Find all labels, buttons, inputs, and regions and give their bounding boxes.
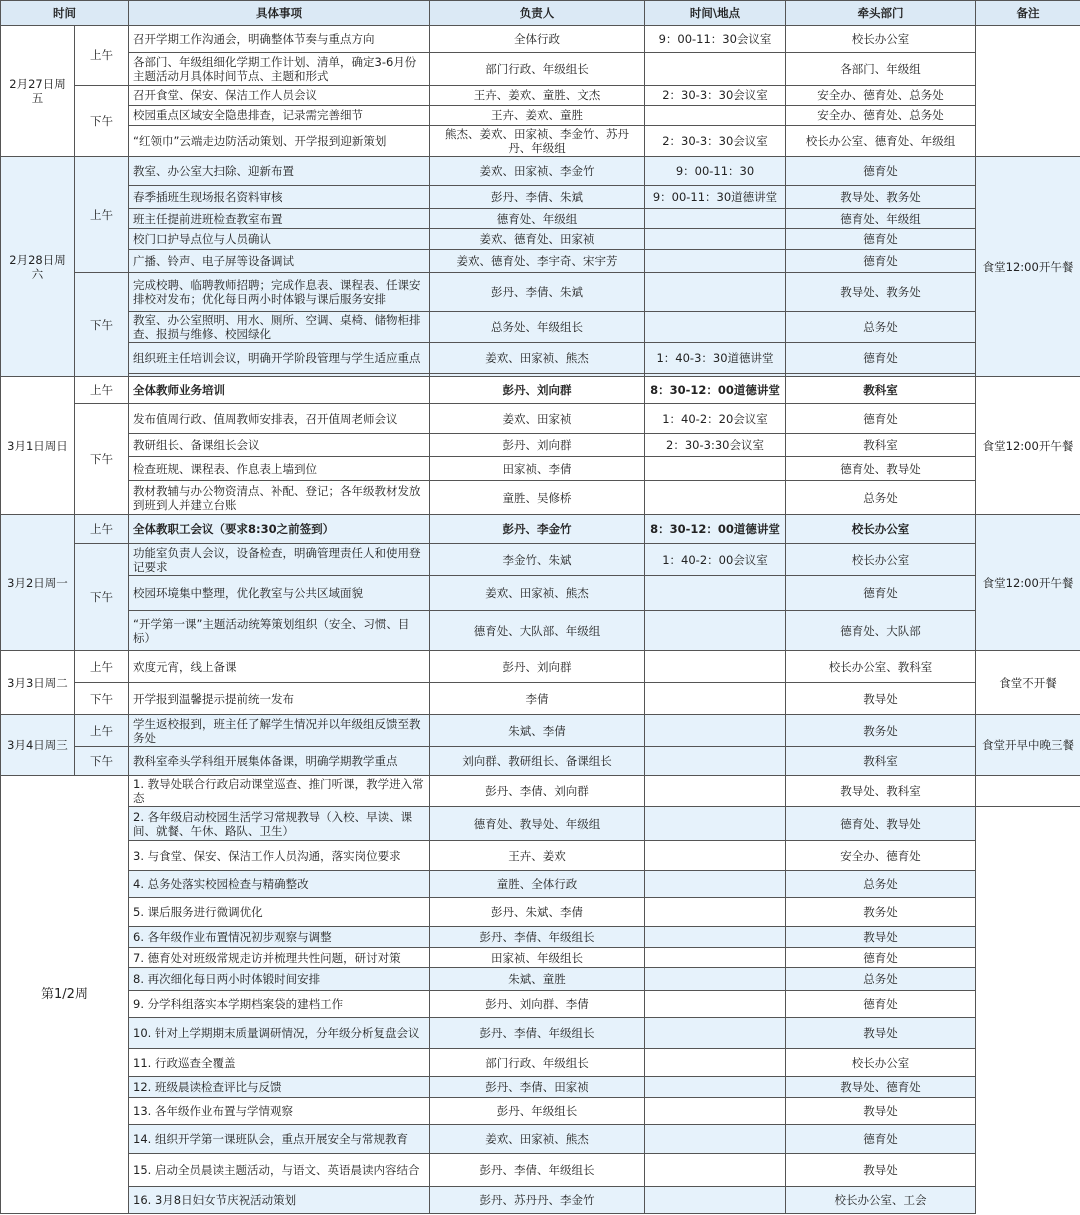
person-cell: 彭丹、李倩、田家祯 bbox=[430, 1077, 645, 1098]
table-row bbox=[1, 747, 1080, 776]
time-cell bbox=[645, 871, 786, 898]
person-cell: 部门行政、年级组长 bbox=[430, 53, 645, 86]
dept-cell: 校长办公室 bbox=[786, 515, 976, 544]
dept-cell: 德育处 bbox=[786, 1125, 976, 1154]
time-cell bbox=[645, 273, 786, 312]
task-cell: 教材教辅与办公物资清点、补配、登记；各年级教材发放到班到人并建立台账 bbox=[129, 481, 430, 515]
table-row bbox=[1, 683, 1080, 715]
task-cell: 功能室负责人会议，设备检查，明确管理责任人和使用登记要求 bbox=[129, 544, 430, 576]
person-cell: 彭丹、刘向群 bbox=[430, 651, 645, 683]
period-cell: 下午 bbox=[75, 273, 129, 377]
person-cell: 德育处、年级组 bbox=[430, 209, 645, 229]
task-cell: 校园环境集中整理，优化教室与公共区域面貌 bbox=[129, 576, 430, 611]
task-cell: 2. 各年级启动校园生活学习常规教导（入校、早读、课间、就餐、午休、路队、卫生） bbox=[129, 807, 430, 841]
dept-cell: 教导处、教科室 bbox=[786, 776, 976, 807]
person-cell: 彭丹、李倩、朱斌 bbox=[430, 273, 645, 312]
dept-cell: 教导处 bbox=[786, 1098, 976, 1125]
table-row bbox=[1, 948, 1080, 968]
dept-cell: 安全办、德育处、总务处 bbox=[786, 86, 976, 106]
period-cell: 上午 bbox=[75, 515, 129, 544]
day-cell: 2月28日周六 bbox=[1, 157, 75, 377]
table-row bbox=[1, 1049, 1080, 1077]
time-cell: 2：30-3：30会议室 bbox=[645, 86, 786, 106]
table-row bbox=[1, 1187, 1080, 1214]
table-row bbox=[1, 576, 1080, 611]
time-cell bbox=[645, 715, 786, 747]
table-row bbox=[1, 927, 1080, 948]
person-cell: 彭丹、李倩、年级组长 bbox=[430, 927, 645, 948]
table-row bbox=[1, 1154, 1080, 1187]
dept-cell: 德育处 bbox=[786, 991, 976, 1018]
period-cell: 上午 bbox=[75, 377, 129, 404]
task-cell: 广播、铃声、电子屏等设备调试 bbox=[129, 250, 430, 273]
week-cell: 第1/2周 bbox=[1, 776, 129, 1214]
dept-cell: 校长办公室 bbox=[786, 26, 976, 53]
dept-cell: 总务处 bbox=[786, 968, 976, 991]
person-cell: 彭丹、李倩、刘向群 bbox=[430, 776, 645, 807]
table-row bbox=[1, 457, 1080, 481]
dept-cell: 总务处 bbox=[786, 871, 976, 898]
dept-cell: 教导处 bbox=[786, 927, 976, 948]
person-cell: 彭丹、李金竹 bbox=[430, 515, 645, 544]
dept-cell: 德育处 bbox=[786, 229, 976, 250]
dept-cell: 校长办公室、教科室 bbox=[786, 651, 976, 683]
task-cell: 欢度元宵，线上备课 bbox=[129, 651, 430, 683]
task-cell: “红领巾”云端走边防活动策划、开学报到迎新策划 bbox=[129, 126, 430, 157]
task-cell: 9. 分学科组落实本学期档案袋的建档工作 bbox=[129, 991, 430, 1018]
dept-cell: 德育处、教导处 bbox=[786, 457, 976, 481]
table-row bbox=[1, 86, 1080, 106]
note-cell: 食堂12:00开午餐 bbox=[976, 377, 1080, 515]
task-cell: 5. 课后服务进行微调优化 bbox=[129, 898, 430, 927]
time-cell bbox=[645, 651, 786, 683]
person-cell: 李倩 bbox=[430, 683, 645, 715]
dept-cell: 德育处、年级组 bbox=[786, 209, 976, 229]
table-row bbox=[1, 106, 1080, 126]
dept-cell: 安全办、德育处、总务处 bbox=[786, 106, 976, 126]
time-cell bbox=[645, 927, 786, 948]
table-row bbox=[1, 481, 1080, 515]
time-cell bbox=[645, 1187, 786, 1214]
dept-cell: 德育处 bbox=[786, 157, 976, 186]
dept-cell: 教导处 bbox=[786, 1154, 976, 1187]
person-cell: 姜欢、田家祯 bbox=[430, 404, 645, 434]
task-cell: 教科室牵头学科组开展集体备课，明确学期教学重点 bbox=[129, 747, 430, 776]
task-cell: 12. 班级晨读检查评比与反馈 bbox=[129, 1077, 430, 1098]
day-cell: 3月2日周一 bbox=[1, 515, 75, 651]
table-row bbox=[1, 26, 1080, 53]
time-cell: 1：40-3：30道德讲堂 bbox=[645, 343, 786, 374]
time-cell: 9：00-11：30道德讲堂 bbox=[645, 186, 786, 209]
header-cell: 具体事项 bbox=[129, 1, 430, 26]
time-cell bbox=[645, 683, 786, 715]
person-cell: 童胜、吴修桥 bbox=[430, 481, 645, 515]
day-cell: 3月1日周日 bbox=[1, 377, 75, 515]
time-cell bbox=[645, 991, 786, 1018]
time-cell bbox=[645, 968, 786, 991]
person-cell: 田家祯、年级组长 bbox=[430, 948, 645, 968]
person-cell: 童胜、全体行政 bbox=[430, 871, 645, 898]
task-cell: 11. 行政巡查全覆盖 bbox=[129, 1049, 430, 1077]
person-cell: 王卉、姜欢、童胜、文杰 bbox=[430, 86, 645, 106]
dept-cell: 总务处 bbox=[786, 312, 976, 343]
time-cell: 9：00-11：30 bbox=[645, 157, 786, 186]
period-cell: 上午 bbox=[75, 157, 129, 273]
header-cell: 时间\地点 bbox=[645, 1, 786, 26]
task-cell: 4. 总务处落实校园检查与精确整改 bbox=[129, 871, 430, 898]
task-cell: 组织班主任培训会议，明确开学阶段管理与学生适应重点 bbox=[129, 343, 430, 374]
note-cell: 食堂不开餐 bbox=[976, 651, 1080, 715]
table-row bbox=[1, 434, 1080, 457]
time-cell: 1：40-2：00会议室 bbox=[645, 544, 786, 576]
task-cell: 教研组长、备课组长会议 bbox=[129, 434, 430, 457]
dept-cell: 教务处 bbox=[786, 898, 976, 927]
person-cell: 德育处、大队部、年级组 bbox=[430, 611, 645, 651]
task-cell: 16. 3月8日妇女节庆祝活动策划 bbox=[129, 1187, 430, 1214]
table-row bbox=[1, 53, 1080, 86]
dept-cell: 教导处、德育处 bbox=[786, 1077, 976, 1098]
person-cell: 姜欢、田家祯、熊杰 bbox=[430, 576, 645, 611]
table-row bbox=[1, 250, 1080, 273]
time-cell bbox=[645, 807, 786, 841]
note-cell: 食堂开早中晚三餐 bbox=[976, 715, 1080, 776]
dept-cell: 教导处、教务处 bbox=[786, 186, 976, 209]
person-cell: 姜欢、德育处、李宇奇、宋宇芳 bbox=[430, 250, 645, 273]
table-row bbox=[1, 343, 1080, 374]
table-row bbox=[1, 515, 1080, 544]
table-row bbox=[1, 807, 1080, 841]
table-row bbox=[1, 157, 1080, 186]
table-row bbox=[1, 1098, 1080, 1125]
time-cell bbox=[645, 576, 786, 611]
time-cell bbox=[645, 209, 786, 229]
table-row bbox=[1, 126, 1080, 157]
person-cell: 彭丹、刘向群 bbox=[430, 377, 645, 404]
task-cell: 发布值周行政、值周教师安排表，召开值周老师会议 bbox=[129, 404, 430, 434]
table-row bbox=[1, 544, 1080, 576]
time-cell bbox=[645, 898, 786, 927]
dept-cell: 德育处 bbox=[786, 250, 976, 273]
person-cell: 田家祯、李倩 bbox=[430, 457, 645, 481]
task-cell: “开学第一课”主题活动统筹策划组织（安全、习惯、目标） bbox=[129, 611, 430, 651]
person-cell: 彭丹、朱斌、李倩 bbox=[430, 898, 645, 927]
dept-cell: 德育处 bbox=[786, 576, 976, 611]
time-cell: 8：30-12：00道德讲堂 bbox=[645, 377, 786, 404]
period-cell: 上午 bbox=[75, 26, 129, 86]
time-cell bbox=[645, 1098, 786, 1125]
time-cell bbox=[645, 481, 786, 515]
time-cell: 8：30-12：00道德讲堂 bbox=[645, 515, 786, 544]
table-row bbox=[1, 841, 1080, 871]
task-cell: 7. 德育处对班级常规走访并梳理共性问题，研讨对策 bbox=[129, 948, 430, 968]
task-cell: 教室、办公室大扫除、迎新布置 bbox=[129, 157, 430, 186]
table-row bbox=[1, 404, 1080, 434]
time-cell bbox=[645, 611, 786, 651]
person-cell: 姜欢、田家祯、李金竹 bbox=[430, 157, 645, 186]
task-cell: 开学报到温馨提示提前统一发布 bbox=[129, 683, 430, 715]
time-cell bbox=[645, 1077, 786, 1098]
table-row bbox=[1, 611, 1080, 651]
table-row bbox=[1, 991, 1080, 1018]
period-cell: 下午 bbox=[75, 683, 129, 715]
task-cell: 6. 各年级作业布置情况初步观察与调整 bbox=[129, 927, 430, 948]
person-cell: 彭丹、李倩、朱斌 bbox=[430, 186, 645, 209]
time-cell bbox=[645, 1049, 786, 1077]
dept-cell: 教导处、教务处 bbox=[786, 273, 976, 312]
person-cell: 彭丹、刘向群 bbox=[430, 434, 645, 457]
table-row bbox=[1, 209, 1080, 229]
task-cell: 15. 启动全员晨读主题活动，与语文、英语晨读内容结合 bbox=[129, 1154, 430, 1187]
day-cell: 2月27日周五 bbox=[1, 26, 75, 157]
dept-cell: 教导处 bbox=[786, 683, 976, 715]
period-cell: 下午 bbox=[75, 86, 129, 157]
dept-cell: 德育处 bbox=[786, 343, 976, 374]
person-cell: 姜欢、德育处、田家祯 bbox=[430, 229, 645, 250]
person-cell: 姜欢、田家祯、熊杰 bbox=[430, 1125, 645, 1154]
table-row bbox=[1, 273, 1080, 312]
task-cell: 3. 与食堂、保安、保洁工作人员沟通，落实岗位要求 bbox=[129, 841, 430, 871]
person-cell: 刘向群、教研组长、备课组长 bbox=[430, 747, 645, 776]
dept-cell: 教科室 bbox=[786, 747, 976, 776]
person-cell: 彭丹、刘向群、李倩 bbox=[430, 991, 645, 1018]
time-cell bbox=[645, 106, 786, 126]
task-cell: 召开学期工作沟通会，明确整体节奏与重点方向 bbox=[129, 26, 430, 53]
note-cell: 食堂12:00开午餐 bbox=[976, 515, 1080, 651]
period-cell: 下午 bbox=[75, 404, 129, 515]
person-cell: 朱斌、李倩 bbox=[430, 715, 645, 747]
person-cell: 部门行政、年级组长 bbox=[430, 1049, 645, 1077]
person-cell: 德育处、教导处、年级组 bbox=[430, 807, 645, 841]
task-cell: 完成校聘、临聘教师招聘；完成作息表、课程表、任课安排校对发布；优化每日两小时体锻与课后服务安排 bbox=[129, 273, 430, 312]
dept-cell: 德育处、教导处 bbox=[786, 807, 976, 841]
task-cell: 召开食堂、保安、保洁工作人员会议 bbox=[129, 86, 430, 106]
note-cell bbox=[976, 776, 1080, 807]
task-cell: 学生返校报到，班主任了解学生情况并以年级组反馈至教务处 bbox=[129, 715, 430, 747]
table-row bbox=[1, 229, 1080, 250]
note-cell: 食堂12:00开午餐 bbox=[976, 157, 1080, 377]
dept-cell: 德育处 bbox=[786, 404, 976, 434]
header-cell: 备注 bbox=[976, 1, 1080, 26]
time-cell bbox=[645, 53, 786, 86]
task-cell: 1. 教导处联合行政启动课堂巡查、推门听课，教学进入常态 bbox=[129, 776, 430, 807]
table-row bbox=[1, 871, 1080, 898]
time-cell bbox=[645, 1125, 786, 1154]
time-cell: 2：30-3:30会议室 bbox=[645, 434, 786, 457]
table-row bbox=[1, 898, 1080, 927]
task-cell: 全体教职工会议（要求8:30之前签到） bbox=[129, 515, 430, 544]
period-cell: 上午 bbox=[75, 715, 129, 747]
time-cell bbox=[645, 1018, 786, 1049]
table-row bbox=[1, 1077, 1080, 1098]
header-cell: 负责人 bbox=[430, 1, 645, 26]
time-cell bbox=[645, 229, 786, 250]
time-cell bbox=[645, 776, 786, 807]
dept-cell: 各部门、年级组 bbox=[786, 53, 976, 86]
person-cell: 姜欢、田家祯、熊杰 bbox=[430, 343, 645, 374]
period-cell: 下午 bbox=[75, 544, 129, 651]
day-cell: 3月3日周二 bbox=[1, 651, 75, 715]
table-row bbox=[1, 651, 1080, 683]
time-cell: 1：40-2：20会议室 bbox=[645, 404, 786, 434]
person-cell: 彭丹、李倩、年级组长 bbox=[430, 1018, 645, 1049]
task-cell: 14. 组织开学第一课班队会，重点开展安全与常规教育 bbox=[129, 1125, 430, 1154]
header-row bbox=[1, 1, 1080, 26]
task-cell: 8. 再次细化每日两小时体锻时间安排 bbox=[129, 968, 430, 991]
dept-cell: 德育处 bbox=[786, 948, 976, 968]
table-row bbox=[1, 312, 1080, 343]
dept-cell: 总务处 bbox=[786, 481, 976, 515]
table-row bbox=[1, 715, 1080, 747]
task-cell: 校园重点区域安全隐患排查，记录需完善细节 bbox=[129, 106, 430, 126]
table-row bbox=[1, 968, 1080, 991]
dept-cell: 校长办公室、德育处、年级组 bbox=[786, 126, 976, 157]
day-cell: 3月4日周三 bbox=[1, 715, 75, 776]
time-cell bbox=[645, 250, 786, 273]
table-row bbox=[1, 377, 1080, 404]
dept-cell: 校长办公室 bbox=[786, 1049, 976, 1077]
dept-cell: 德育处、大队部 bbox=[786, 611, 976, 651]
person-cell: 王卉、姜欢、童胜 bbox=[430, 106, 645, 126]
dept-cell: 教导处 bbox=[786, 1018, 976, 1049]
dept-cell: 教务处 bbox=[786, 715, 976, 747]
time-cell: 2：30-3：30会议室 bbox=[645, 126, 786, 157]
table-row bbox=[1, 1125, 1080, 1154]
time-cell bbox=[645, 948, 786, 968]
task-cell: 检查班规、课程表、作息表上墙到位 bbox=[129, 457, 430, 481]
person-cell: 彭丹、年级组长 bbox=[430, 1098, 645, 1125]
task-cell: 教室、办公室照明、用水、厕所、空调、桌椅、储物柜排查、报损与维修、校园绿化 bbox=[129, 312, 430, 343]
person-cell: 朱斌、童胜 bbox=[430, 968, 645, 991]
time-cell: 9：00-11：30会议室 bbox=[645, 26, 786, 53]
dept-cell: 安全办、德育处 bbox=[786, 841, 976, 871]
time-cell bbox=[645, 747, 786, 776]
period-cell: 上午 bbox=[75, 651, 129, 683]
person-cell: 李金竹、朱斌 bbox=[430, 544, 645, 576]
time-cell bbox=[645, 457, 786, 481]
task-cell: 春季插班生现场报名资料审核 bbox=[129, 186, 430, 209]
time-cell bbox=[645, 312, 786, 343]
table-row bbox=[1, 186, 1080, 209]
person-cell: 彭丹、李倩、年级组长 bbox=[430, 1154, 645, 1187]
dept-cell: 教科室 bbox=[786, 377, 976, 404]
period-cell: 下午 bbox=[75, 747, 129, 776]
dept-cell: 校长办公室 bbox=[786, 544, 976, 576]
task-cell: 各部门、年级组细化学期工作计划、清单，确定3-6月份主题活动月具体时间节点、主题和形式 bbox=[129, 53, 430, 86]
table-row bbox=[1, 1018, 1080, 1049]
table-row bbox=[1, 776, 1080, 807]
task-cell: 班主任提前进班检查教室布置 bbox=[129, 209, 430, 229]
time-cell bbox=[645, 841, 786, 871]
person-cell: 彭丹、苏丹丹、李金竹 bbox=[430, 1187, 645, 1214]
task-cell: 校门口护导点位与人员确认 bbox=[129, 229, 430, 250]
note-cell bbox=[976, 26, 1080, 157]
task-cell: 10. 针对上学期期末质量调研情况，分年级分析复盘会议 bbox=[129, 1018, 430, 1049]
task-cell: 全体教师业务培训 bbox=[129, 377, 430, 404]
header-cell: 时间 bbox=[1, 1, 129, 26]
person-cell: 总务处、年级组长 bbox=[430, 312, 645, 343]
dept-cell: 校长办公室、工会 bbox=[786, 1187, 976, 1214]
person-cell: 王卉、姜欢 bbox=[430, 841, 645, 871]
dept-cell: 教科室 bbox=[786, 434, 976, 457]
time-cell bbox=[645, 1154, 786, 1187]
task-cell: 13. 各年级作业布置与学情观察 bbox=[129, 1098, 430, 1125]
header-cell: 牵头部门 bbox=[786, 1, 976, 26]
person-cell: 熊杰、姜欢、田家祯、李金竹、苏丹丹、年级组 bbox=[430, 126, 645, 157]
person-cell: 全体行政 bbox=[430, 26, 645, 53]
